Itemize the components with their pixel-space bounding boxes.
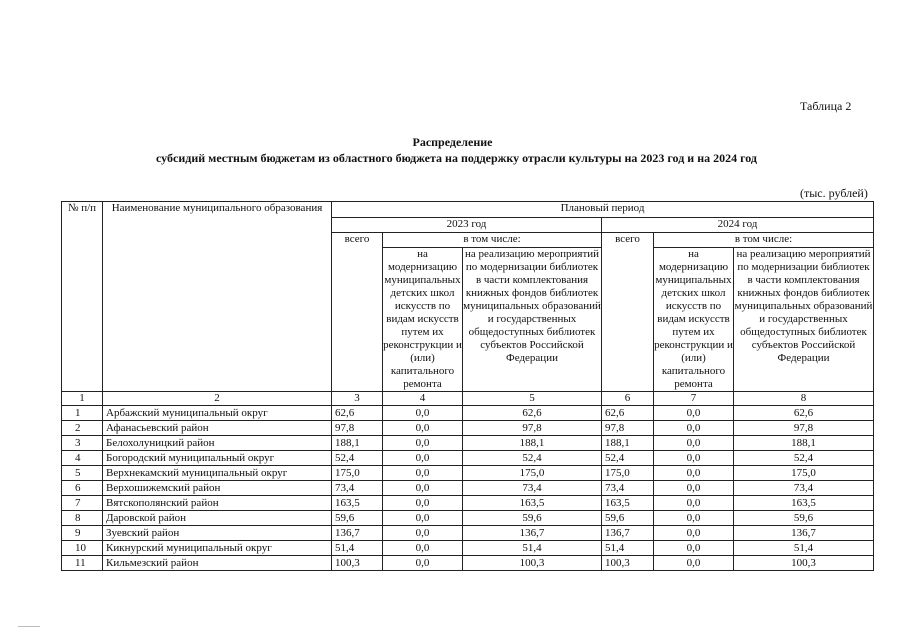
row-number: 4: [62, 451, 103, 466]
modernization-2023: 0,0: [383, 421, 463, 436]
municipality-name: Кильмезский район: [103, 556, 332, 571]
row-number: 8: [62, 511, 103, 526]
total-2024: 97,8: [602, 421, 654, 436]
column-index: 7: [654, 392, 734, 406]
table-number-label: Таблица 2: [800, 99, 852, 113]
modernization-2024: 0,0: [654, 511, 734, 526]
municipality-name: Кикнурский муниципальный округ: [103, 541, 332, 556]
municipality-name: Вятскополянский район: [103, 496, 332, 511]
row-number: 3: [62, 436, 103, 451]
row-number: 7: [62, 496, 103, 511]
libraries-2023: 188,1: [463, 436, 602, 451]
libraries-2023: 175,0: [463, 466, 602, 481]
total-2023: 52,4: [332, 451, 383, 466]
units-label: (тыс. рублей): [800, 186, 868, 200]
row-number: 2: [62, 421, 103, 436]
row-number: 5: [62, 466, 103, 481]
modernization-2024: 0,0: [654, 451, 734, 466]
table-row: [62, 541, 874, 556]
municipality-name: Белохолуницкий район: [103, 436, 332, 451]
document-title: Распределение: [412, 135, 493, 149]
modernization-2023: 0,0: [383, 556, 463, 571]
modernization-2024: 0,0: [654, 556, 734, 571]
modernization-2023: 0,0: [383, 451, 463, 466]
municipality-name: Богородский муниципальный округ: [103, 451, 332, 466]
column-index: 3: [332, 392, 383, 406]
table-row: [62, 451, 874, 466]
total-2023: 62,6: [332, 406, 383, 421]
libraries-2024: 52,4: [734, 451, 874, 466]
row-number: 10: [62, 541, 103, 556]
column-index: 5: [463, 392, 602, 406]
header-libraries-2024: на реализацию мероприятий по модернизации библиотек в части комплектования книжных фондов библиотек муниципальных образований и государственных общедоступных библиотек субъектов Российской Федерации: [734, 248, 874, 392]
libraries-2024: 51,4: [734, 541, 874, 556]
header-including-2023: в том числе:: [383, 233, 602, 248]
table-row: [62, 556, 874, 571]
total-2023: 163,5: [332, 496, 383, 511]
modernization-2024: 0,0: [654, 466, 734, 481]
municipality-name: Арбажский муниципальный округ: [103, 406, 332, 421]
municipality-name: Афанасьевский район: [103, 421, 332, 436]
table-row: [62, 406, 874, 421]
libraries-2023: 52,4: [463, 451, 602, 466]
libraries-2023: 62,6: [463, 406, 602, 421]
modernization-2024: 0,0: [654, 436, 734, 451]
document-subtitle: субсидий местным бюджетам из областного бюджета на поддержку отрасли культуры на 2023 год и на 2024 год: [156, 151, 757, 165]
municipality-name: Верхошижемский район: [103, 481, 332, 496]
modernization-2023: 0,0: [383, 466, 463, 481]
libraries-2024: 100,3: [734, 556, 874, 571]
modernization-2024: 0,0: [654, 406, 734, 421]
header-libraries-2023: на реализацию мероприятий по модернизации библиотек в части комплектования книжных фондов библиотек муниципальных образований и государственных общедоступных библиотек субъектов Российской Федерации: [463, 248, 602, 392]
libraries-2023: 136,7: [463, 526, 602, 541]
modernization-2024: 0,0: [654, 496, 734, 511]
table-row: [62, 526, 874, 541]
libraries-2023: 59,6: [463, 511, 602, 526]
header-modernization-2023: на модернизацию муниципальных детских школ искусств по видам искусств путем их реконструкции и (или) капитального ремонта: [383, 248, 462, 390]
modernization-2023: 0,0: [383, 511, 463, 526]
row-number: 6: [62, 481, 103, 496]
table-row: [62, 436, 874, 451]
libraries-2024: 97,8: [734, 421, 874, 436]
header-including-2024: в том числе:: [654, 233, 874, 248]
total-2024: 188,1: [602, 436, 654, 451]
modernization-2024: 0,0: [654, 421, 734, 436]
modernization-2023: 0,0: [383, 496, 463, 511]
libraries-2024: 62,6: [734, 406, 874, 421]
total-2023: 136,7: [332, 526, 383, 541]
municipality-name: Верхнекамский муниципальный округ: [103, 466, 332, 481]
total-2023: 100,3: [332, 556, 383, 571]
table-row: [62, 466, 874, 481]
total-2023: 175,0: [332, 466, 383, 481]
modernization-2023: 0,0: [383, 526, 463, 541]
table-row: [62, 496, 874, 511]
modernization-2023: 0,0: [383, 541, 463, 556]
libraries-2023: 100,3: [463, 556, 602, 571]
libraries-2024: 73,4: [734, 481, 874, 496]
modernization-2023: 0,0: [383, 481, 463, 496]
libraries-2024: 188,1: [734, 436, 874, 451]
modernization-2023: 0,0: [383, 406, 463, 421]
header-planned-period: Плановый период: [332, 202, 874, 218]
total-2023: 188,1: [332, 436, 383, 451]
column-index: 8: [734, 392, 874, 406]
row-number: 1: [62, 406, 103, 421]
modernization-2024: 0,0: [654, 481, 734, 496]
row-number: 11: [62, 556, 103, 571]
total-2024: 59,6: [602, 511, 654, 526]
libraries-2024: 163,5: [734, 496, 874, 511]
header-year-2024: 2024 год: [602, 218, 874, 233]
header-num: № п/п: [62, 202, 103, 392]
header-name: Наименование муниципального образования: [103, 202, 332, 392]
subsidy-table: [61, 201, 874, 571]
row-number: 9: [62, 526, 103, 541]
header-modernization-2024: на модернизацию муниципальных детских школ искусств по видам искусств путем их реконструкции и (или) капитального ремонта: [654, 248, 733, 390]
page-edge-mark: [18, 626, 40, 627]
modernization-2023: 0,0: [383, 436, 463, 451]
total-2024: 51,4: [602, 541, 654, 556]
libraries-2024: 136,7: [734, 526, 874, 541]
table-row: [62, 481, 874, 496]
total-2023: 51,4: [332, 541, 383, 556]
libraries-2024: 59,6: [734, 511, 874, 526]
column-index: 6: [602, 392, 654, 406]
table-row: [62, 511, 874, 526]
table-row: [62, 421, 874, 436]
column-index: 1: [62, 392, 103, 406]
column-index-row: [62, 392, 874, 406]
total-2024: 52,4: [602, 451, 654, 466]
total-2024: 100,3: [602, 556, 654, 571]
libraries-2023: 73,4: [463, 481, 602, 496]
total-2024: 136,7: [602, 526, 654, 541]
total-2024: 175,0: [602, 466, 654, 481]
column-index: 4: [383, 392, 463, 406]
libraries-2024: 175,0: [734, 466, 874, 481]
libraries-2023: 163,5: [463, 496, 602, 511]
municipality-name: Даровской район: [103, 511, 332, 526]
total-2023: 73,4: [332, 481, 383, 496]
total-2024: 163,5: [602, 496, 654, 511]
municipality-name: Зуевский район: [103, 526, 332, 541]
header-total-2024: всего: [602, 233, 654, 392]
total-2024: 73,4: [602, 481, 654, 496]
libraries-2023: 51,4: [463, 541, 602, 556]
column-index: 2: [103, 392, 332, 406]
header-total-2023: всего: [332, 233, 383, 392]
total-2024: 62,6: [602, 406, 654, 421]
total-2023: 59,6: [332, 511, 383, 526]
modernization-2024: 0,0: [654, 526, 734, 541]
header-year-2023: 2023 год: [332, 218, 602, 233]
modernization-2024: 0,0: [654, 541, 734, 556]
total-2023: 97,8: [332, 421, 383, 436]
libraries-2023: 97,8: [463, 421, 602, 436]
